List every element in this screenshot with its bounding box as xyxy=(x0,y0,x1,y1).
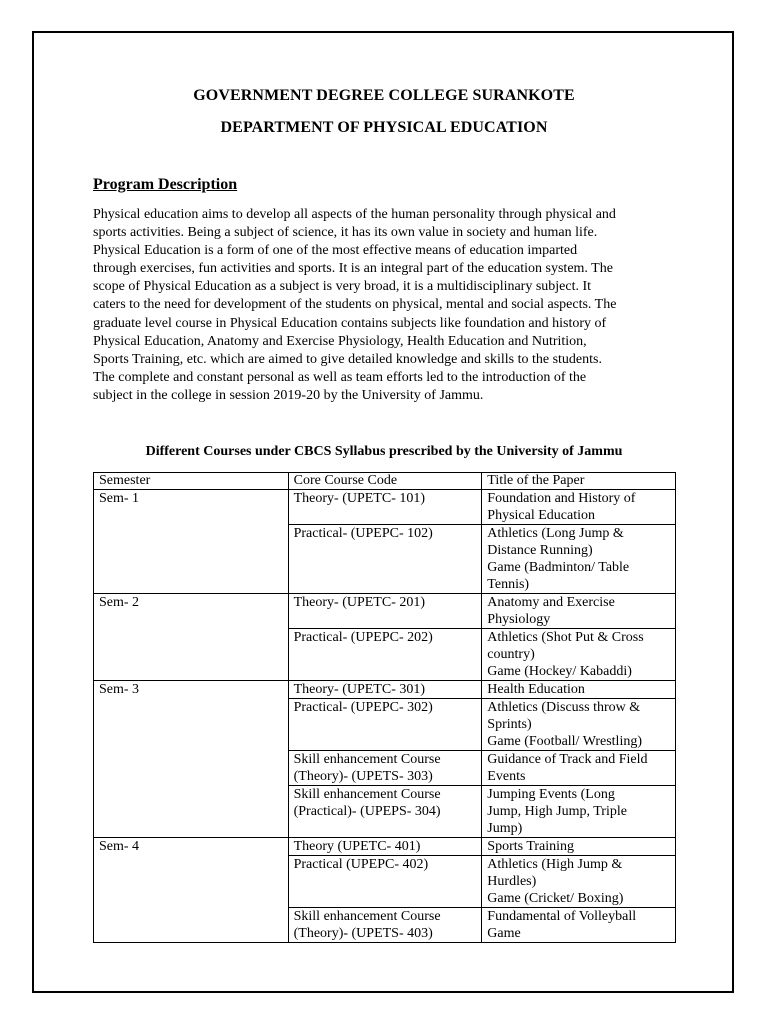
course-code-line: (Theory)- (UPETS- 403) xyxy=(293,926,433,941)
courses-caption: Different Courses under CBCS Syllabus prescribed by the University of Jammu xyxy=(145,444,623,459)
paper-title-line: Physiology xyxy=(487,612,551,627)
program-description-heading: Program Description xyxy=(93,176,238,193)
paper-title-line: Sprints) xyxy=(487,717,532,732)
table-row xyxy=(94,490,676,525)
description-line: Physical Education, Anatomy and Exercise Physiology, Health Education and Nutrition, xyxy=(93,333,587,349)
paper-title-cell xyxy=(482,908,676,943)
table-row xyxy=(94,681,676,699)
paper-title-line: Health Education xyxy=(487,682,585,697)
paper-title-line: Jumping Events (Long xyxy=(487,787,615,802)
paper-title-line: Game (Hockey/ Kabaddi) xyxy=(487,664,632,679)
description-line: through exercises, fun activities and sports. It is an integral part of the education system. The xyxy=(93,261,613,277)
course-code-line: Theory- (UPETC- 301) xyxy=(293,682,426,697)
semester-cell: Sem- 2 xyxy=(94,594,289,681)
course-code-line: Skill enhancement Course xyxy=(293,909,441,924)
paper-title-line: Tennis) xyxy=(487,577,530,592)
paper-title-line: Foundation and History of xyxy=(487,491,636,506)
paper-title-line: Athletics (Long Jump & xyxy=(487,526,624,541)
table-row xyxy=(94,838,676,856)
paper-title-line: Athletics (Discuss throw & xyxy=(487,700,641,715)
description-line: The complete and constant personal as well as team efforts led to the introduction of the xyxy=(93,369,587,385)
paper-title-line: Athletics (Shot Put & Cross xyxy=(487,630,644,645)
course-code-line: Practical- (UPEPC- 302) xyxy=(293,700,433,715)
table-header-row xyxy=(94,473,676,490)
course-code-line: (Practical)- (UPEPS- 304) xyxy=(293,804,441,819)
course-code-cell xyxy=(288,786,482,838)
paper-title-line: Distance Running) xyxy=(487,543,593,558)
program-description-text xyxy=(93,206,683,405)
description-line: subject in the college in session 2019-20 by the University of Jammu. xyxy=(93,387,484,403)
course-code-cell xyxy=(288,699,482,751)
paper-title-cell xyxy=(482,525,676,594)
paper-title-cell xyxy=(482,490,676,525)
paper-title-line: Athletics (High Jump & xyxy=(487,857,623,872)
paper-title-line: Game (Cricket/ Boxing) xyxy=(487,891,624,906)
course-code-cell xyxy=(288,838,482,856)
description-line: scope of Physical Education as a subject is very broad, it is a multidisciplinary subject. It xyxy=(93,279,592,295)
course-code-cell xyxy=(288,525,482,594)
table-row xyxy=(94,594,676,629)
description-line: Physical education aims to develop all aspects of the human personality through physical and xyxy=(93,207,616,222)
column-header-paper-title: Title of the Paper xyxy=(482,473,676,490)
course-code-line: Skill enhancement Course xyxy=(293,752,441,767)
course-code-cell xyxy=(288,856,482,908)
course-code-line: Skill enhancement Course xyxy=(293,787,441,802)
description-line: Sports Training, etc. which are aimed to give detailed knowledge and skills to the students. xyxy=(93,351,602,367)
paper-title-line: Game (Football/ Wrestling) xyxy=(487,734,643,749)
paper-title-line: Game (Badminton/ Table xyxy=(487,560,630,575)
course-code-cell xyxy=(288,681,482,699)
course-code-cell xyxy=(288,908,482,943)
paper-title-line: Sports Training xyxy=(487,839,575,854)
course-code-line: Theory- (UPETC- 201) xyxy=(293,595,426,610)
course-code-line: Practical- (UPEPC- 102) xyxy=(293,526,433,541)
paper-title-line: Events xyxy=(487,769,526,784)
semester-cell: Sem- 1 xyxy=(94,490,289,594)
paper-title-line: Anatomy and Exercise xyxy=(487,595,615,610)
college-title: GOVERNMENT DEGREE COLLEGE SURANKOTE xyxy=(193,87,575,104)
paper-title-line: Jump) xyxy=(487,821,523,836)
paper-title-line: Hurdles) xyxy=(487,874,537,889)
paper-title-line: Guidance of Track and Field xyxy=(487,752,648,767)
course-code-cell xyxy=(288,594,482,629)
paper-title-cell xyxy=(482,681,676,699)
course-code-line: (Theory)- (UPETS- 303) xyxy=(293,769,433,784)
course-code-line: Theory (UPETC- 401) xyxy=(293,839,421,854)
column-header-semester: Semester xyxy=(94,473,289,490)
paper-title-line: country) xyxy=(487,647,535,662)
semester-cell: Sem- 3 xyxy=(94,681,289,838)
paper-title-cell xyxy=(482,856,676,908)
course-code-line: Theory- (UPETC- 101) xyxy=(293,491,426,506)
column-header-course-code: Core Course Code xyxy=(288,473,482,490)
course-code-cell xyxy=(288,490,482,525)
paper-title-cell xyxy=(482,751,676,786)
courses-table xyxy=(93,472,676,943)
paper-title-line: Game xyxy=(487,926,521,941)
course-code-line: Practical- (UPEPC- 202) xyxy=(293,630,433,645)
paper-title-cell xyxy=(482,786,676,838)
department-title: DEPARTMENT OF PHYSICAL EDUCATION xyxy=(220,119,548,136)
paper-title-cell xyxy=(482,594,676,629)
paper-title-line: Fundamental of Volleyball xyxy=(487,909,637,924)
description-line: Physical Education is a form of one of the most effective means of education imparted xyxy=(93,243,578,259)
description-line: graduate level course in Physical Education contains subjects like foundation and history of xyxy=(93,315,607,331)
course-code-cell xyxy=(288,751,482,786)
paper-title-cell xyxy=(482,699,676,751)
paper-title-cell xyxy=(482,838,676,856)
paper-title-cell xyxy=(482,629,676,681)
course-code-line: Practical (UPEPC- 402) xyxy=(293,857,429,872)
description-line: sports activities. Being a subject of science, it has its own value in society and human life. xyxy=(93,225,598,241)
paper-title-line: Jump, High Jump, Triple xyxy=(487,804,627,819)
semester-cell: Sem- 4 xyxy=(94,838,289,943)
course-code-cell xyxy=(288,629,482,681)
paper-title-line: Physical Education xyxy=(487,508,595,523)
description-line: caters to the need for development of the students on physical, mental and social aspects. The xyxy=(93,297,617,313)
